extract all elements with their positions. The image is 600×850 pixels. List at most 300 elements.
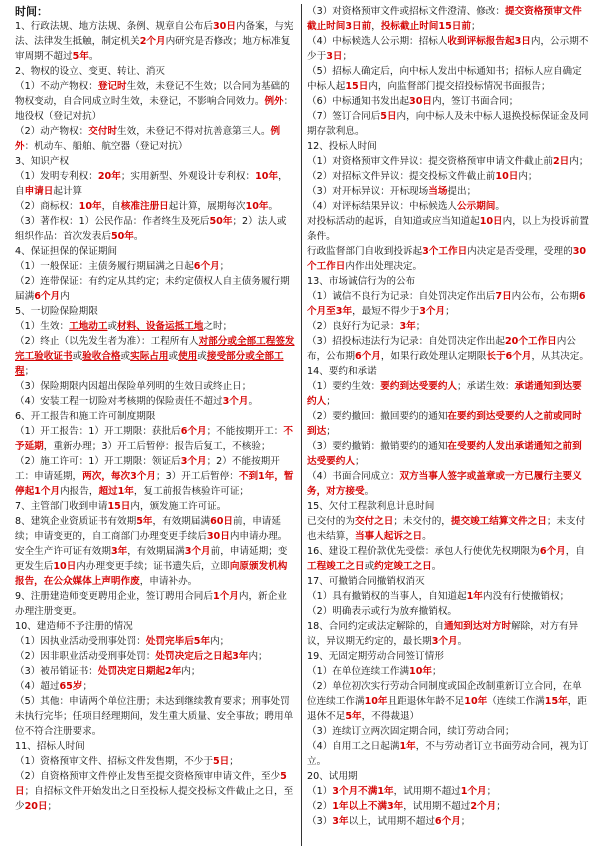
highlight-text: 通知到达对方时 bbox=[443, 621, 512, 632]
body-text: ，最短不得少于 bbox=[352, 306, 420, 317]
body-text: ；2）法人或组织作品：首次发表后 bbox=[15, 216, 287, 242]
highlight-text: 3年 bbox=[399, 321, 416, 332]
highlight-text: 3个月 bbox=[431, 636, 458, 647]
highlight-text: 1年 bbox=[466, 591, 483, 602]
body-text: ； bbox=[229, 756, 239, 767]
body-text: （2）良好行为记录： bbox=[307, 321, 400, 332]
highlight-text: 登记时 bbox=[97, 81, 127, 92]
page-title: 时间： bbox=[15, 5, 48, 18]
highlight-text: 向原颁发机构报告，在公众媒体上声明作废 bbox=[15, 561, 288, 587]
text-line bbox=[15, 544, 296, 589]
body-text: （3）要约撤销：撤销要约的通知 bbox=[307, 441, 448, 452]
body-text: （2）对招标文件异议：提交投标文件截止前 bbox=[307, 171, 496, 182]
highlight-text: 30个工作日 bbox=[307, 246, 587, 272]
body-text: （3）连续订立两次固定期合同，续订劳动合同； bbox=[307, 726, 515, 737]
body-text: （5）招标人确定后，向中标人发出中标通知书；招标人应自确定中标人起 bbox=[307, 66, 582, 92]
body-text: 内，向中标人及未中标人退换投标保证金及同期存款利息。 bbox=[307, 111, 589, 137]
body-text: 19、无固定期劳动合同签订情形 bbox=[307, 651, 444, 662]
body-text: ，有效期届满 bbox=[152, 516, 211, 527]
body-text: ：机动车、船舶、航空器（登记对抗） bbox=[24, 141, 188, 152]
body-text: 18、合同约定或法定解除的，自 bbox=[307, 621, 444, 632]
text-line bbox=[307, 724, 589, 739]
highlight-text: 当事人起诉之日 bbox=[354, 531, 423, 542]
text-line bbox=[307, 244, 589, 274]
body-text: （6）中标通知书发出起 bbox=[307, 96, 410, 107]
body-text: ；实用新型、外观设计专利权： bbox=[120, 171, 256, 182]
text-line bbox=[15, 394, 296, 409]
text-line bbox=[15, 424, 296, 454]
body-text: ； bbox=[342, 51, 353, 62]
highlight-text: 1个月 bbox=[212, 591, 239, 602]
body-text: ； bbox=[460, 816, 471, 827]
highlight-text: 处罚完毕后5年 bbox=[145, 636, 211, 647]
body-text: ； bbox=[326, 426, 336, 437]
body-text: 且距退休年龄不足 bbox=[387, 696, 465, 707]
body-text: ，不得裁退） bbox=[361, 711, 420, 722]
highlight-text: 30日 bbox=[409, 96, 432, 107]
body-text: （4）超过 bbox=[15, 681, 60, 692]
highlight-text: 5日 bbox=[380, 111, 397, 122]
text-line bbox=[307, 4, 589, 34]
body-text: （2）动产物权： bbox=[15, 126, 89, 137]
body-text: 。 bbox=[248, 396, 259, 407]
body-text: 。 bbox=[457, 636, 468, 647]
body-text: （1）生效： bbox=[15, 321, 70, 332]
text-line bbox=[15, 304, 296, 319]
left-column-body bbox=[15, 19, 296, 814]
text-line bbox=[307, 364, 589, 379]
highlight-text: 3日 bbox=[326, 51, 343, 62]
highlight-text: 处罚决定日期起2年 bbox=[97, 666, 182, 677]
body-text: ； bbox=[470, 21, 481, 32]
text-line bbox=[307, 799, 589, 814]
text-line bbox=[15, 169, 296, 199]
body-text: （1）开工报告：1）开工期限：获批后 bbox=[15, 426, 181, 437]
text-line bbox=[307, 439, 589, 469]
body-text: 3、知识产权 bbox=[15, 156, 70, 167]
body-text: 内 bbox=[60, 291, 70, 302]
body-text: 7、主管部门收到申请 bbox=[15, 501, 108, 512]
highlight-text: 1年 bbox=[399, 741, 416, 752]
highlight-text: 15日 bbox=[345, 81, 369, 92]
highlight-text: 5日 bbox=[15, 771, 287, 797]
highlight-text: 承诺通知到达要约人 bbox=[307, 381, 582, 407]
body-text: ； bbox=[486, 786, 497, 797]
body-text: 17、可撤销合同撤销权消灭 bbox=[307, 576, 425, 587]
body-text: （3）保险期限内因超出保险单列明的生效日或终止日； bbox=[15, 381, 252, 392]
body-text: ，有效期届满 bbox=[127, 546, 185, 557]
body-text: 内； bbox=[210, 636, 230, 647]
body-text: 内； bbox=[569, 156, 589, 167]
body-text: 前，申请延期；变更发生后 bbox=[15, 546, 288, 572]
highlight-text: 实际占用 bbox=[130, 351, 169, 362]
highlight-text: 3个月 bbox=[184, 546, 211, 557]
body-text: 内办理变更手续；证书遗失后，立即 bbox=[76, 561, 230, 572]
text-line bbox=[307, 499, 589, 514]
text-line bbox=[307, 109, 589, 139]
text-line bbox=[15, 124, 296, 154]
highlight-text: 60日 bbox=[210, 516, 234, 527]
body-text: ，试用期不超过 bbox=[393, 786, 461, 797]
body-text: 已交付的为 bbox=[307, 516, 355, 527]
body-text: ，申请补办。 bbox=[139, 576, 198, 587]
highlight-text: 50年 bbox=[110, 231, 134, 242]
text-line bbox=[15, 259, 296, 274]
body-text: 生效，未登记不得对抗善意第三人。 bbox=[117, 126, 271, 137]
text-line bbox=[307, 94, 589, 109]
highlight-text: 长于6个月 bbox=[486, 351, 532, 362]
highlight-text: 10年 bbox=[464, 696, 488, 707]
body-text: （3）招投标违法行为记录：自处罚决定作出起 bbox=[307, 336, 505, 347]
text-line bbox=[15, 199, 296, 214]
body-text: （1）资格预审文件、招标文件发售期，不少于 bbox=[15, 756, 213, 767]
body-text: ，距退休不足 bbox=[307, 696, 587, 722]
body-text: 安全生产许可证有效期 bbox=[15, 546, 111, 557]
body-text: 内申请办理。 bbox=[229, 531, 288, 542]
text-line bbox=[307, 64, 589, 94]
text-line bbox=[307, 574, 589, 589]
highlight-text: 1年以上不满3年 bbox=[332, 801, 404, 812]
text-line bbox=[307, 664, 589, 679]
body-text: 内； bbox=[181, 666, 201, 677]
text-line bbox=[307, 154, 589, 169]
highlight-text: 工程竣工之日 bbox=[307, 561, 365, 572]
highlight-text: 工地动工 bbox=[69, 321, 108, 332]
body-text: 内，向监督部门提交招投标情况书面报告； bbox=[368, 81, 551, 92]
body-text: 2、物权的设立、变更、转让、消灭 bbox=[15, 66, 166, 77]
body-text: 内，以上为投诉前置条件。 bbox=[307, 216, 589, 242]
body-text: 提出； bbox=[447, 186, 477, 197]
text-line bbox=[307, 334, 589, 364]
text-line bbox=[307, 514, 589, 544]
body-text: （4）对评标结果异议：中标候选人 bbox=[307, 201, 458, 212]
highlight-text: 接受部分或全部工程 bbox=[15, 351, 284, 377]
text-line bbox=[307, 679, 589, 724]
body-text: （4）书面合同成立： bbox=[307, 471, 400, 482]
highlight-text: 例外 bbox=[264, 96, 284, 107]
text-line bbox=[307, 589, 589, 604]
highlight-text: 3年 bbox=[110, 546, 128, 557]
text-line bbox=[307, 604, 589, 619]
highlight-text: 核准注册日 bbox=[120, 201, 169, 212]
body-text: 以上，试用期不超过 bbox=[348, 816, 435, 827]
body-text: （2）施工许可：1）开工期限：领证后 bbox=[15, 456, 181, 467]
body-text: 或 bbox=[72, 351, 83, 362]
body-text: （连续工作满 bbox=[487, 696, 545, 707]
text-line bbox=[15, 769, 296, 814]
body-text: 内； bbox=[248, 651, 268, 662]
body-text: 行政监督部门自收到投诉起 bbox=[307, 246, 423, 257]
body-text: 。 bbox=[422, 531, 432, 542]
highlight-text: 使用 bbox=[178, 351, 198, 362]
body-text: ；未支付也未结算， bbox=[307, 516, 586, 542]
body-text: （1） bbox=[307, 786, 333, 797]
highlight-text: 30日 bbox=[212, 21, 236, 32]
body-text: 内作出处理决定。 bbox=[345, 261, 423, 272]
body-text: （5）其他：申请两个单位注册；未达到继续教育要求；刑事处罚未执行完毕；任项目经理期间，发生重大质量、安全事故；聘用单位不符合注册要求。 bbox=[15, 696, 294, 737]
highlight-text: 超过1年 bbox=[98, 486, 134, 497]
body-text: 。 bbox=[495, 201, 505, 212]
body-text: （2）单位初次实行劳动合同制度或国企改制重新订立合同，在单位连续工作满 bbox=[307, 681, 582, 707]
body-text: 或 bbox=[107, 321, 118, 332]
highlight-text: 收到评标报告起3日 bbox=[447, 36, 531, 47]
text-line bbox=[307, 784, 589, 799]
text-line bbox=[15, 334, 296, 379]
highlight-text: 在受要约人发出承诺通知之前到达受要约人 bbox=[307, 441, 582, 467]
body-text: 16、建设工程价款优先受偿：承包人行使优先权期限为 bbox=[307, 546, 540, 557]
highlight-text: 10日 bbox=[479, 216, 503, 227]
body-text: 。 bbox=[431, 561, 442, 572]
highlight-text: 10年 bbox=[364, 696, 388, 707]
body-text: 或 bbox=[168, 351, 179, 362]
body-text: 8、建筑企业资质证书有效期 bbox=[15, 516, 137, 527]
highlight-text: 交付之日 bbox=[354, 516, 394, 527]
highlight-text: 2个月 bbox=[470, 801, 497, 812]
highlight-text: 10年 bbox=[255, 171, 279, 182]
highlight-text: 20年 bbox=[97, 171, 121, 182]
body-text: ； bbox=[354, 456, 365, 467]
body-text: ；未交付的， bbox=[393, 516, 451, 527]
highlight-text: 1个月 bbox=[460, 786, 487, 797]
highlight-text: 投标截止时间15日前 bbox=[380, 21, 471, 32]
highlight-text: 5年 bbox=[345, 711, 362, 722]
body-text: ，复工前报告核验许可证； bbox=[133, 486, 250, 497]
text-line bbox=[307, 649, 589, 664]
body-text: ； bbox=[24, 366, 35, 377]
body-text: （2）要约撤回：撤回要约的通知 bbox=[307, 411, 448, 422]
highlight-text: 7日 bbox=[495, 291, 512, 302]
body-text: ；不能按期开工： bbox=[206, 426, 284, 437]
highlight-text: 30日 bbox=[206, 531, 230, 542]
right-column-body bbox=[307, 4, 589, 829]
body-text: 。 bbox=[364, 486, 375, 497]
highlight-text: 20日 bbox=[24, 801, 48, 812]
body-text: ； bbox=[47, 801, 58, 812]
highlight-text: 10年 bbox=[409, 666, 432, 677]
text-line bbox=[307, 619, 589, 649]
body-text: ； bbox=[432, 666, 442, 677]
text-line bbox=[307, 274, 589, 289]
highlight-text: 3个月不满1年 bbox=[332, 786, 394, 797]
body-text: 11、招标人时间 bbox=[15, 741, 85, 752]
body-text: 。 bbox=[88, 51, 99, 62]
highlight-text: 申请日 bbox=[24, 186, 54, 197]
body-text: 或 bbox=[120, 351, 131, 362]
highlight-text: 65岁 bbox=[59, 681, 83, 692]
text-line bbox=[15, 739, 296, 754]
body-text: （1）一般保证：主债务履行期届满之日起 bbox=[15, 261, 194, 272]
highlight-text: 两次，每次3个月 bbox=[82, 471, 156, 482]
text-line bbox=[15, 514, 296, 544]
highlight-text: 3个工作日 bbox=[422, 246, 468, 257]
body-text: 。 bbox=[268, 201, 279, 212]
highlight-text: 15年 bbox=[544, 696, 568, 707]
body-text: 内，颁发施工许可证。 bbox=[130, 501, 227, 512]
highlight-text: 10日 bbox=[53, 561, 77, 572]
body-text: 。 bbox=[133, 231, 144, 242]
text-line bbox=[307, 814, 589, 829]
text-line bbox=[15, 634, 296, 649]
body-text: 或 bbox=[197, 351, 207, 362]
body-text: （1）不动产物权： bbox=[15, 81, 98, 92]
body-text: ； bbox=[326, 396, 336, 407]
text-line bbox=[15, 319, 296, 334]
body-text: 13、市场诚信行为的公布 bbox=[307, 276, 416, 287]
highlight-text: 公示期间 bbox=[457, 201, 496, 212]
highlight-text: 在要约到达受要约人之前或同时到达 bbox=[307, 411, 582, 437]
highlight-text: 要约到达受要约人 bbox=[380, 381, 458, 392]
body-text: 内报告， bbox=[60, 486, 99, 497]
text-line bbox=[307, 34, 589, 64]
body-text: ；自招标文件开始发出之日至投标人提交投标文件截止之日，至少 bbox=[15, 786, 294, 812]
body-text: 15、欠付工程款利息计息时间 bbox=[307, 501, 435, 512]
body-text: 5、一切险保险期限 bbox=[15, 306, 98, 317]
highlight-text: 3个月 bbox=[419, 306, 446, 317]
text-line bbox=[15, 274, 296, 304]
body-text: 内决定是否受理，受理的 bbox=[467, 246, 573, 257]
body-text: ，如果行政处理认定期限 bbox=[380, 351, 487, 362]
highlight-text: 2个月 bbox=[139, 36, 166, 47]
text-line bbox=[15, 19, 296, 64]
body-text: 内，新企业办理注册变更。 bbox=[15, 591, 287, 617]
body-text: （2）明确表示或行为放弃撤销权。 bbox=[307, 606, 458, 617]
highlight-text: 6个月 bbox=[434, 816, 461, 827]
body-text: 9、注册建造师变更聘用企业，签订聘用合同后 bbox=[15, 591, 213, 602]
highlight-text: 不到1年，暂停起1个月 bbox=[15, 471, 294, 497]
highlight-text: 6个月 bbox=[539, 546, 566, 557]
text-line bbox=[15, 454, 296, 499]
body-text: （3）著作权：1）公民作品：作者终生及死后 bbox=[15, 216, 210, 227]
body-text: （2）自资格预审文件停止发售至提交资格预审申请文件，至少 bbox=[15, 771, 281, 782]
body-text: 4、保证担保的保证期间 bbox=[15, 246, 118, 257]
body-text: 12、投标人时间 bbox=[307, 141, 377, 152]
right-column bbox=[302, 4, 594, 846]
highlight-text: 提交竣工结算文件之日 bbox=[450, 516, 547, 527]
body-text: （1）对资格预审文件异议：提交资格预审申请文件截止前 bbox=[307, 156, 553, 167]
body-text: （1）诚信不良行为记录：自处罚决定作出后 bbox=[307, 291, 496, 302]
body-text: ；3）开工后暂停： bbox=[156, 471, 239, 482]
body-text: （3）被吊销证书： bbox=[15, 666, 98, 677]
body-text: ； bbox=[219, 261, 230, 272]
highlight-text: 6个月至3年 bbox=[307, 291, 586, 317]
highlight-text: 双方当事人签字或盖章或一方已履行主要义务，对方接受 bbox=[307, 471, 582, 497]
highlight-text: 50年 bbox=[209, 216, 233, 227]
body-text: 内； bbox=[518, 171, 538, 182]
body-text: ， bbox=[371, 21, 381, 32]
text-line bbox=[15, 664, 296, 679]
text-line bbox=[307, 139, 589, 154]
text-line bbox=[307, 214, 589, 244]
body-text: ，自 bbox=[565, 546, 585, 557]
highlight-text: 20个工作日 bbox=[504, 336, 557, 347]
body-text: 10、建造师不予注册的情况 bbox=[15, 621, 133, 632]
body-text: （1）要约生效： bbox=[307, 381, 381, 392]
text-line bbox=[15, 409, 296, 424]
highlight-text: 当场 bbox=[428, 186, 448, 197]
body-text: ，试用期不超过 bbox=[403, 801, 471, 812]
body-text: 解除，对方有异议，异议期无约定的，最长期 bbox=[307, 621, 579, 647]
highlight-text: 6个月 bbox=[193, 261, 220, 272]
body-text: 内公布，公布期 bbox=[511, 291, 579, 302]
highlight-text: 10日 bbox=[495, 171, 519, 182]
text-line bbox=[15, 79, 296, 124]
text-line bbox=[307, 169, 589, 184]
body-text: ，自 bbox=[15, 171, 288, 197]
highlight-text: 3个月 bbox=[222, 396, 249, 407]
text-line bbox=[307, 379, 589, 409]
body-text: 内公布，公布期 bbox=[307, 336, 576, 362]
highlight-text: 5年 bbox=[136, 516, 153, 527]
body-text: （2）因非职业活动受刑事处罚： bbox=[15, 651, 156, 662]
highlight-text: 对部分或全部工程签发完工验收证书 bbox=[15, 336, 295, 362]
body-text: 之时； bbox=[203, 321, 233, 332]
body-text: 内，签订书面合同； bbox=[432, 96, 519, 107]
body-text: （4）自用工之日起满 bbox=[307, 741, 400, 752]
body-text: 或 bbox=[364, 561, 375, 572]
left-column bbox=[10, 4, 302, 846]
highlight-text: 例外 bbox=[15, 126, 281, 152]
body-text: 对投标活动的起诉，自知道或应当知道起 bbox=[307, 216, 480, 227]
highlight-text: 材料、设备运抵工地 bbox=[117, 321, 204, 332]
body-text: （4）中标候选人公示期：招标人 bbox=[307, 36, 448, 47]
body-text: 起计算 bbox=[53, 186, 83, 197]
highlight-text: 10年 bbox=[78, 201, 102, 212]
body-text: ，从其决定。 bbox=[531, 351, 589, 362]
body-text: （1）具有撤销权的当事人，自知道起 bbox=[307, 591, 467, 602]
body-text: （2）连带保证：有约定从其约定；未约定债权人自主债务履行期届满 bbox=[15, 276, 290, 302]
body-text: ，重新办理；3）开工后暂停：报告后复工，不核验； bbox=[43, 441, 271, 452]
text-line bbox=[307, 769, 589, 784]
body-text: （3） bbox=[307, 816, 333, 827]
text-line bbox=[15, 619, 296, 634]
highlight-text: 6个月 bbox=[34, 291, 61, 302]
body-text: （7）签订合同后 bbox=[307, 111, 381, 122]
body-text: （4）安装工程一切险对考核期的保险责任不超过 bbox=[15, 396, 223, 407]
text-line bbox=[15, 649, 296, 664]
body-text: （2）终止（以先发生者为准）：工程所有人 bbox=[15, 336, 199, 347]
text-line bbox=[307, 289, 589, 319]
highlight-text: 3个月 bbox=[180, 456, 207, 467]
body-text: ； bbox=[445, 306, 455, 317]
body-text: （3）对开标异议：开标现场 bbox=[307, 186, 429, 197]
highlight-text: 约定竣工之日 bbox=[374, 561, 432, 572]
highlight-text: 3年 bbox=[332, 816, 349, 827]
highlight-text: 2日 bbox=[552, 156, 570, 167]
text-line bbox=[15, 379, 296, 394]
body-text: ； bbox=[82, 681, 93, 692]
highlight-text: 5年 bbox=[72, 51, 89, 62]
text-line bbox=[307, 469, 589, 499]
highlight-text: 6个月 bbox=[180, 426, 207, 437]
highlight-text: 5日 bbox=[212, 756, 230, 767]
highlight-text: 不予延期 bbox=[15, 426, 293, 452]
text-line bbox=[15, 499, 296, 514]
body-text: （2） bbox=[307, 801, 333, 812]
text-line bbox=[307, 409, 589, 439]
text-line bbox=[15, 694, 296, 739]
body-text: 1、行政法规、地方法规、条例、规章自公布后 bbox=[15, 21, 213, 32]
body-text: ：地役权（登记对抗） bbox=[15, 96, 294, 122]
text-line bbox=[15, 589, 296, 619]
text-line bbox=[15, 154, 296, 169]
body-text: ，不与劳动者订立书面劳动合同，视为订立。 bbox=[307, 741, 589, 767]
text-line bbox=[15, 64, 296, 79]
text-line bbox=[307, 319, 589, 334]
highlight-text: 处罚决定后之日起3年 bbox=[155, 651, 249, 662]
body-text: 生效，未登记不生效；以合同为基础的物权变动，自合同成立时生效，未登记，不影响合同效力。 bbox=[15, 81, 290, 107]
text-line bbox=[307, 199, 589, 214]
text-line bbox=[15, 214, 296, 244]
